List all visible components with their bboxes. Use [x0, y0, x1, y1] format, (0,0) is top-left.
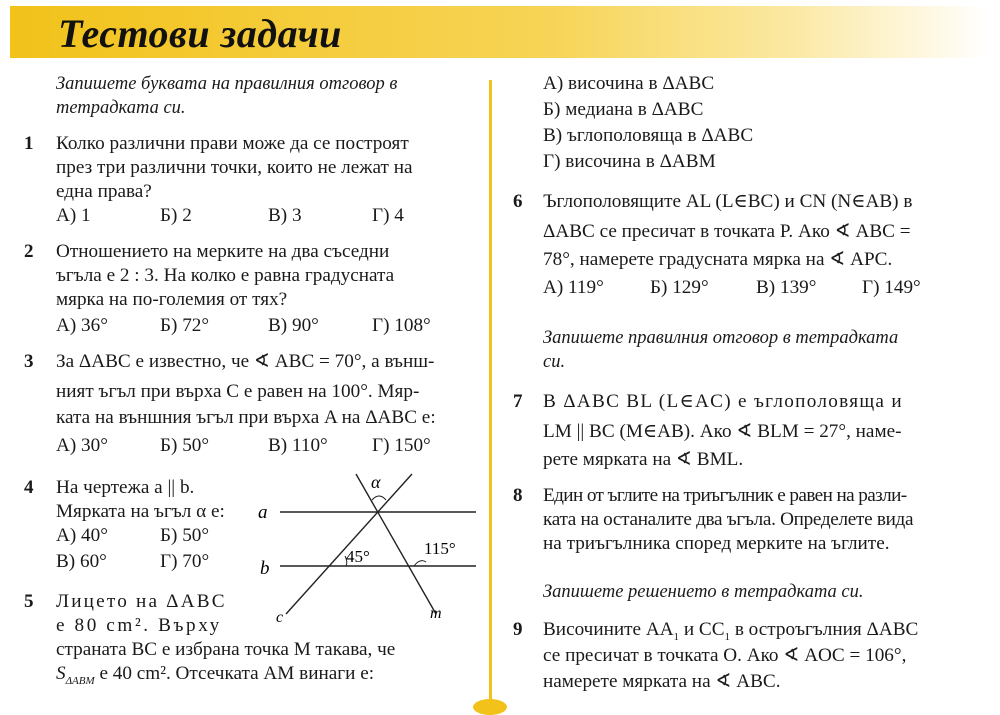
q9-sub2: 1 [724, 630, 731, 643]
question-6-line1: Ъглополовящите AL (L∈BC) и CN (N∈AB) в [543, 191, 913, 212]
question-4-option-b: Б) 50° [160, 525, 210, 546]
label-b: b [260, 558, 270, 579]
angle-115-arc [414, 561, 426, 566]
question-4-option-d: Г) 70° [160, 551, 210, 572]
question-1-option-c: В) 3 [268, 205, 302, 226]
label-c: c [276, 609, 284, 622]
label-m: m [430, 605, 442, 622]
question-4-option-a: А) 40° [56, 525, 108, 546]
question-3-number: 3 [24, 351, 34, 372]
question-6-option-d: Г) 149° [862, 277, 921, 298]
q9-part3: в остроъгълния ΔABC [730, 619, 919, 640]
question-8-number: 8 [513, 485, 523, 506]
question-7-line1: В ΔABC BL (L∈AC) е ъглополовяща и [543, 391, 903, 412]
question-6-line3: 78°, намерете градусната мярка на ∢ APC. [543, 249, 893, 270]
question-3-option-a: А) 30° [56, 435, 108, 456]
q9-part1: Височините AA [543, 619, 674, 640]
q9-sub1: 1 [673, 630, 680, 643]
question-6-option-c: В) 139° [756, 277, 817, 298]
question-2-line1: Отношението на мерките на два съседни [56, 241, 390, 262]
question-3-line2: ният ъгъл при върха C е равен на 100°. Мяр- [56, 381, 420, 402]
question-5-option-a: А) височина в ΔABC [543, 73, 715, 94]
question-1-line3: една права? [56, 181, 152, 202]
question-2-line3: мярка на по-големия от тях? [56, 289, 288, 310]
column-divider [489, 80, 492, 702]
label-alpha: α [371, 472, 381, 492]
question-7-line2: LM || BC (M∈AB). Ако ∢ BLM = 27°, наме- [543, 421, 902, 442]
question-5-option-c: В) ъглополовяща в ΔABC [543, 125, 754, 146]
instruction-3: Запишете решението в тетрадката си. [543, 582, 864, 602]
instruction-1-line2: тетрадката си. [56, 98, 186, 118]
instruction-2-line2: си. [543, 352, 566, 372]
label-a: a [258, 502, 268, 523]
angle-alpha-arc [372, 496, 386, 500]
question-4-line2: Мярката на ъгъл α е: [56, 501, 225, 522]
question-2-option-c: В) 90° [268, 315, 319, 336]
instruction-1-line1: Запишете буквата на правилния отговор в [56, 74, 398, 94]
question-1-number: 1 [24, 133, 34, 154]
question-5-line1: Лицето на ΔABC [56, 591, 227, 612]
question-3-line1: За ΔABC е известно, че ∢ ABC = 70°, а външ- [56, 351, 435, 372]
geometry-figure [244, 472, 484, 622]
question-9-number: 9 [513, 619, 523, 640]
label-angle-115: 115° [424, 539, 456, 558]
question-5-line4-rest: е 40 cm². Отсечката AM винаги е: [94, 663, 375, 684]
question-4-number: 4 [24, 477, 34, 498]
question-1-line1: Колко различни прави може да се построят [56, 133, 409, 154]
question-3-option-c: В) 110° [268, 435, 328, 456]
question-3-line3: ката на външния ъгъл при върха A на ΔABC е: [56, 407, 436, 428]
question-2-option-a: А) 36° [56, 315, 108, 336]
question-6-option-a: А) 119° [543, 277, 604, 298]
left-column [0, 0, 489, 707]
area-subscript: ΔABM [65, 674, 95, 687]
question-3-option-b: Б) 50° [160, 435, 210, 456]
question-5-line2: е 80 cm². Върху [56, 615, 222, 636]
question-8-line2: ката на останалите два ъгъла. Определете вида [543, 509, 914, 530]
question-1-line2: през три различни точки, които не лежат на [56, 157, 413, 178]
question-5-line4 [56, 662, 374, 693]
question-4-line1: На чертежа a || b. [56, 477, 195, 498]
question-9-line2: се пресичат в точката O. Ако ∢ AOC = 106°, [543, 645, 907, 666]
right-column [500, 0, 1000, 707]
question-9-line3: намерете мярката на ∢ ABC. [543, 671, 781, 692]
question-7-line3: рете мярката на ∢ BML. [543, 449, 744, 470]
line-c [286, 474, 412, 614]
question-2-line2: ъгъла е 2 : 3. На колко е равна градусната [56, 265, 395, 286]
question-7-number: 7 [513, 391, 523, 412]
question-2-option-b: Б) 72° [160, 315, 210, 336]
q9-part2: и CC [679, 619, 725, 640]
question-6-line2: ΔABC се пресичат в точката P. Ако ∢ ABC = [543, 221, 911, 242]
page-title: Тестови задачи [58, 11, 342, 56]
question-1-option-a: А) 1 [56, 205, 91, 226]
question-3-option-d: Г) 150° [372, 435, 431, 456]
question-2-number: 2 [24, 241, 34, 262]
question-6-option-b: Б) 129° [650, 277, 709, 298]
question-5-number: 5 [24, 591, 34, 612]
question-5-option-b: Б) медиана в ΔABC [543, 99, 704, 120]
area-symbol: S [56, 663, 66, 684]
question-2-option-d: Г) 108° [372, 315, 431, 336]
question-1-option-d: Г) 4 [372, 205, 404, 226]
question-5-line3: страната BC е избрана точка M такава, че [56, 639, 396, 660]
question-6-number: 6 [513, 191, 523, 212]
question-1-option-b: Б) 2 [160, 205, 192, 226]
instruction-2-line1: Запишете правилния отговор в тетрадката [543, 328, 899, 348]
question-8-line3: на триъгълника според мерките на ъглите. [543, 533, 890, 554]
question-8-line1: Един от ъглите на триъгълник е равен на разли- [543, 485, 907, 506]
question-5-option-d: Г) височина в ΔABM [543, 151, 716, 172]
label-angle-45: 45° [346, 547, 370, 566]
question-4-option-c: В) 60° [56, 551, 107, 572]
